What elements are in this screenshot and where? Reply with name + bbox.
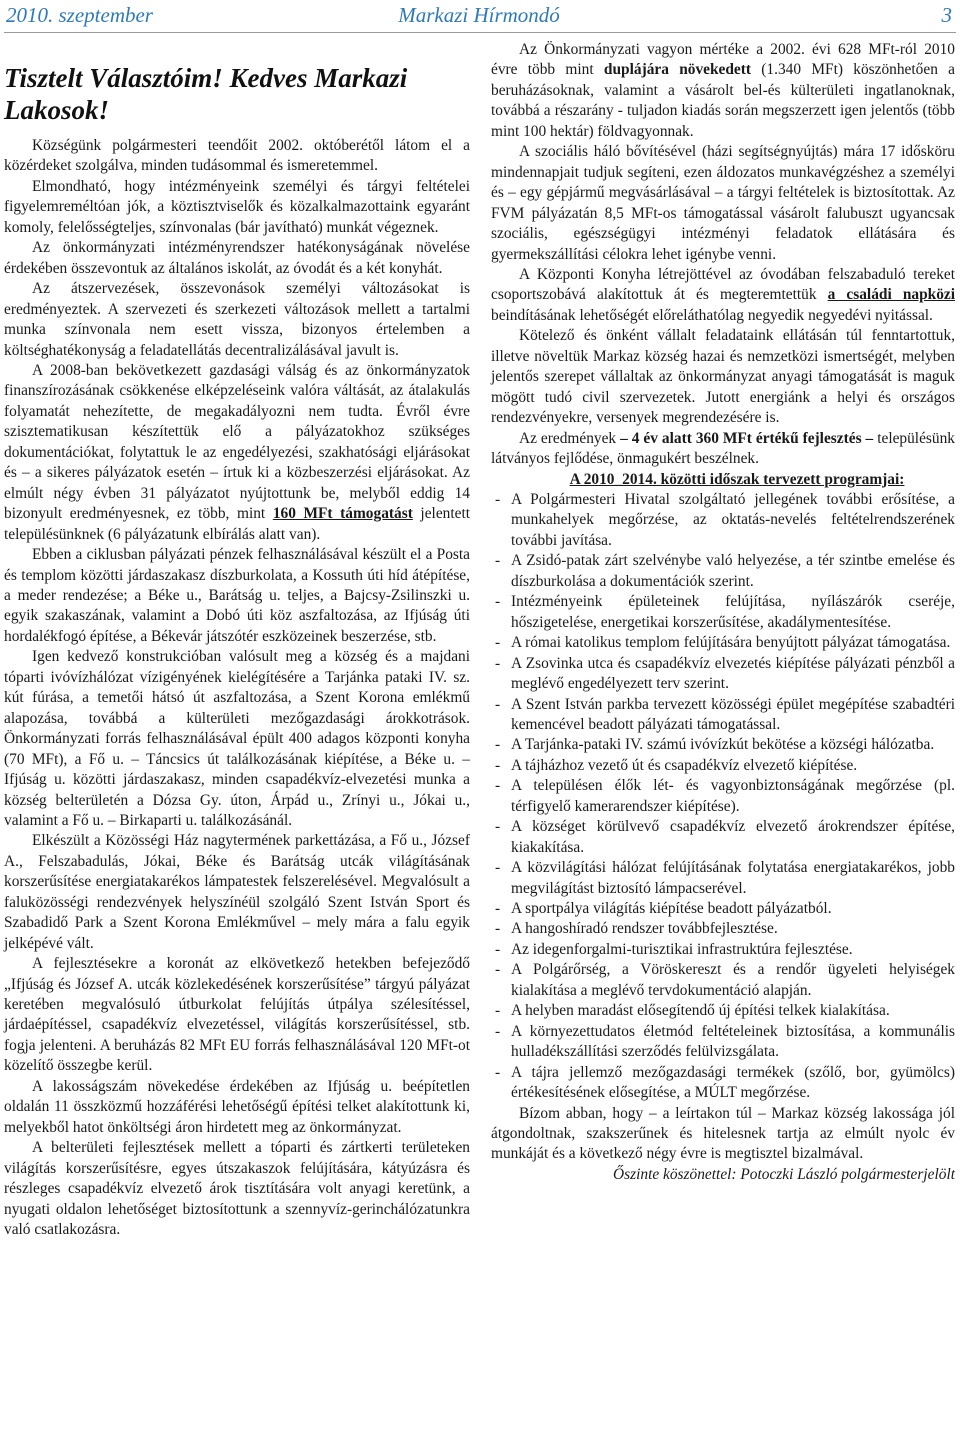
- program-item: - A településen élők lét- és vagyonbiztonságának megőrzése (pl. térfigyelő kamerarendszer kiépítése).: [495, 777, 955, 815]
- text-run: jelentett településünknek (6 pályázatunk elbírálás alatt van).: [4, 505, 471, 543]
- paragraph: Az átszervezések, összevonások személyi változásokat is eredményeztek. A szervezeti és szerkezeti változások mellett a tartalmi munka színvonala nem esett vissza, bizonyos értelemben a költséghatékonyság a feladatellátás decentralizálásával javult is.: [4, 280, 470, 359]
- program-item-text: A Polgármesteri Hivatal szolgáltató jellegének további erősítése, a munkahelyek megőrzése, az oktatás-nevelés feltételrendszerének további javítása.: [511, 490, 955, 549]
- program-list: [491, 490, 955, 1104]
- text-run: Az Önkormányzati vagyon mértéke a 2002. évi 628 MFt-ról 2010 évre több mint: [491, 41, 955, 79]
- program-item-text: A Tarjánka-pataki IV. számú ivóvízkút bekötése a községi hálózatba.: [511, 736, 935, 754]
- program-title: A 2010_2014. közötti időszak tervezett programjai:: [569, 470, 905, 488]
- closing-paragraph: Bízom abban, hogy – a leírtakon túl – Markaz község lakossága jól átgondoltnak, szakszerűnek és hitelesnek tartja az elmúlt nyolc év munkáját és a következő négy évre is megtisztel bizalmával.: [491, 1104, 955, 1163]
- program-item: - A Zsidó-patak zárt szelvénybe való helyezése, a tér szintbe emelése és díszburkolása a dokumentációk szerint.: [495, 552, 955, 590]
- text-run: beindításának lehetőségét előreláthatólag negyedik negyedévi nyitással.: [491, 306, 933, 324]
- paragraph: A lakosságszám növekedése érdekében az Ifjúság u. beépítetlen oldalán 11 összközmű hozzáférési lehetőségű építési telket alakítottunk ki, melyekből hatot önköltségi áron hirdetett meg az önkormányzat.: [4, 1077, 470, 1136]
- program-item-text: A Zsidó-patak zárt szelvénybe való helyezése, a tér szintbe emelése és díszburkolása a dokumentációk szerint.: [511, 552, 955, 590]
- paragraph: Igen kedvező konstrukcióban valósult meg a község és a majdani tóparti ivóvízhálózat vízigényének kielégítésére a Tarjánka pataki IV. sz. kút fúrása, a temetői hátsó út aszfaltozása, a Szent Korona emlékmű alapozása, továbbá a külterületi mezőgazdasági árokkotrások. Önkormányzati forrás felhasználásával épült 400 adagos központi konyha (70 MFt), a Fő u. – Táncsics út találkozásának kiépítése, a Béke u. – Ifjúság u. közötti járdaszakasz, minden csapadékvíz-elvezetési munka a község belterületén a Dózsa Gy. úton, Árpád u., Zrínyi u., Jókai u., valamint a Fő u. – Birkaparti u. találkozásánál.: [4, 648, 470, 829]
- paragraph: Kötelező és önként vállalt feladataink ellátásán túl fenntartottuk, illetve növeltük Markaz község hazai és nemzetközi ismertségét, melyben jelentős szerepet vállaltak az önkormányzat anyagi támogatását is maguk mögött tudó civil szervezetek. Jutott energiánk a helyi és országos rendezvényekre, versenyek megrendezésére is.: [491, 327, 955, 427]
- program-item: - A hangoshíradó rendszer továbbfejlesztése.: [495, 920, 778, 938]
- program-item-text: A helyben maradást elősegítendő új építési telkek kialakítása.: [511, 1002, 890, 1020]
- text-run: A 2008-ban bekövetkezett gazdasági válság és az önkormányzatok finanszírozásának csökkenése elképzeléseink valóra váltását, az átalakulás folyamatát nehezítette, de megakadályozni nem tudta. Évről évre szisztematikusan készítettük elő a pályázatokhoz szükséges dokumentációkat, folytattuk le az engedélyezési, szakhatósági eljárásokat és – a sikeres pályázatok esetén – írtuk ki a közbeszerzési eljárásokat. Az elmúlt négy évben 31 pályázatot nyújtottunk be, melyből eddig 14 bizonyult eredményesnek, ez több, mint: [4, 361, 470, 523]
- program-item-text: A Zsovinka utca és csapadékvíz elvezetés kiépítése pályázati pénzből a meglévő engedélyezett terv szerint.: [511, 654, 955, 693]
- program-item-text: A környezettudatos életmód feltételeinek biztosítása, a kommunális hulladékszállítási szerződés felülvizsgálata.: [511, 1022, 955, 1061]
- right-column: [491, 40, 955, 1185]
- text-run: (1.340 MFt) köszönhetően a beruházásoknak, valamint a vásárolt bel-és külterületi ingatlanoknak, továbbá a részarány - tuljadon kiadás során megszerzett igen jelentős (több mint 100 hektár) földvagyonnak.: [491, 61, 955, 140]
- paragraph: [491, 40, 955, 142]
- daycare-highlight: a családi napközi: [827, 286, 956, 304]
- program-item-text: A községet körülvevő csapadékvíz elvezető árokrendszer építése, kiakakítása.: [511, 818, 955, 856]
- paragraph: A szociális háló bővítésével (házi segítségnyújtás) mára 17 idősköru mindennapjait tudjuk segíteni, ezen áldozatos munkavégzéshez a személyi és – egy gépjármű megvásárlásával – a tárgyi feltételek is biztosítottak. Az FVM pályázatán 8,5 MFt-os támogatással vásárolt falubuszt ugyancsak szociális, egészségügyi intézményi feladatok ellátására és gyermekszállítási célokra lehet igénybe venni.: [491, 143, 955, 263]
- program-item: - A Tarjánka-pataki IV. számú ivóvízkút bekötése a községi hálózatba.: [495, 736, 935, 754]
- paragraph: Az önkormányzati intézményrendszer hatékonyságának növelése érdekében összevontuk az általános iskolát, az óvodát és a két konyhát.: [4, 239, 470, 277]
- program-item: - Intézményeink épületeinek felújítása, nyílászárók cseréje, hőszigetelése, energetikai korszerűsítése, akadálymentesítése.: [495, 593, 955, 631]
- program-item-text: A hangoshíradó rendszer továbbfejlesztése.: [511, 920, 778, 938]
- header-divider: [4, 32, 956, 33]
- paragraph: A belterületi fejlesztések mellett a tóparti és zártkerti területeken világítás korszerűsítésre, egyes útszakaszok felújítására, kátyúzásra és részleges csapadékvíz elvezető árok tisztítására volt anyagi keretünk, a nyugati oldalon lehetőséget biztosítottunk a szennyvíz-gerinchálózatunkra való csatlakozásra.: [4, 1139, 470, 1239]
- program-item: - Az idegenforgalmi-turisztikai infrastruktúra fejlesztése.: [495, 940, 853, 958]
- program-item-text: A római katolikus templom felújítására benyújtott pályázat támogatása.: [511, 634, 951, 652]
- program-item: - A Polgárőrség, a Vöröskereszt és a rendőr ügyeleti helyiségek kialakítása a meglévő tervdokumentáció alapján.: [495, 961, 955, 999]
- program-item: - A Polgármesteri Hivatal szolgáltató jellegének további erősítése, a munkahelyek megőrzése, az oktatás-nevelés feltételrendszerének további javítása.: [495, 490, 955, 549]
- paragraph: Ebben a ciklusban pályázati pénzek felhasználásával készült el a Posta és templom közötti járdaszakasz díszburkolata, a Kossuth úti híd átépítése, a meder rendezése; a Béke u., Barátság u. teljes, a Bajcsy-Zsilinszki u. egyik szakaszának, valamint a Dobó úti köz aszfaltozása, az Ifjúság úti hordalékfogó építése, a Békevár játszótér eszközeinek beszerzése, stb.: [4, 546, 470, 645]
- program-item: - A helyben maradást elősegítendő új építési telkek kialakítása.: [495, 1002, 890, 1020]
- program-item: - A sportpálya világítás kiépítése beadott pályázatból.: [495, 900, 832, 918]
- paragraph: [4, 361, 470, 545]
- paragraph: Községünk polgármesteri teendőit 2002. októberétől látom el a közérdeket szolgálva, minden tudásommal és ismeretemmel.: [4, 137, 470, 175]
- program-item-text: Intézményeink épületeinek felújítása, nyílászárók cseréje, hőszigetelése, energetikai korszerűsítése, akadálymentesítése.: [511, 593, 955, 631]
- newspaper-title: Markazi Hírmondó: [398, 2, 560, 27]
- results-highlight: – 4 év alatt 360 MFt értékű fejlesztés –: [620, 429, 874, 447]
- program-item: - A római katolikus templom felújítására benyújtott pályázat támogatása.: [495, 634, 951, 652]
- bold-highlight: duplájára növekedett: [603, 61, 752, 79]
- article-headline: Tisztelt Választóim! Kedves Markazi Lakosok!: [4, 63, 408, 125]
- left-column: [4, 40, 470, 1240]
- text-run: településünk látványos fejlődése, önmagukért beszélnek.: [491, 429, 955, 468]
- program-item: - A Zsovinka utca és csapadékvíz elvezetés kiépítése pályázati pénzből a meglévő engedélyezett terv szerint.: [495, 654, 955, 693]
- program-item-text: A Polgárőrség, a Vöröskereszt és a rendőr ügyeleti helyiségek kialakítása a meglévő tervdokumentáció alapján.: [511, 961, 955, 999]
- program-item-text: A tájra jellemző mezőgazdasági termékek (szőlő, bor, gyümölcs) értékesítésének elősegítése, a MÚLT megőrzése.: [511, 1063, 955, 1102]
- text-run: Az eredmények: [519, 429, 621, 447]
- paragraph: [491, 429, 955, 470]
- program-item-text: A Szent István parkba tervezett közösségi épület megépítése szabadtéri kemencével beadott pályázati támogatással.: [511, 695, 955, 733]
- program-item: - A közvilágítási hálózat felújításának folytatása energiatakarékos, jobb megvilágítást biztosító lámpacserével.: [495, 859, 955, 897]
- paragraph: A fejlesztésekre a koronát az elkövetkező hetekben befejeződő „Ifjúság és József A. utcák közlekedésének korszerűsítése” tárgyú pályázat keretében megvalósuló útburkolat felújítás útpálya szélesítéssel, járdaépítéssel, csapadékvíz elvezetéssel, világítás korszerűsítéssel, stb. fogja jelenteni. A beruházás 82 MFt EU forrás felhasználásával 120 MFt-ot közelítő összegbe kerül.: [4, 955, 470, 1075]
- page-header: [6, 0, 952, 30]
- program-item-text: A közvilágítási hálózat felújításának folytatása energiatakarékos, jobb megvilágítást biztosító lámpacserével.: [511, 859, 955, 897]
- page-number: 3: [941, 2, 952, 27]
- signature: Őszinte köszönettel: Potoczki László polgármesterjelölt: [613, 1165, 955, 1183]
- funding-highlight: 160 MFt támogatást: [272, 505, 413, 523]
- program-item-text: A sportpálya világítás kiépítése beadott pályázatból.: [511, 900, 832, 918]
- program-item: - A tájházhoz vezető út és csapadékvíz elvezető kiépítése.: [495, 756, 858, 774]
- issue-date: 2010. szeptember: [6, 2, 153, 27]
- text-run: A Központi Konyha létrejöttével az óvodában felszabaduló tereket csoportszobává alakítottuk át és megteremtettük: [491, 265, 955, 304]
- program-item: - A tájra jellemző mezőgazdasági termékek (szőlő, bor, gyümölcs) értékesítésének elősegítése, a MÚLT megőrzése.: [495, 1063, 955, 1102]
- program-item-text: Az idegenforgalmi-turisztikai infrastruktúra fejlesztése.: [511, 940, 853, 958]
- paragraph: Elmondható, hogy intézményeink személyi és tárgyi feltételei figyelemreméltóan jók, a köztisztviselők és közalkalmazottaink egyaránt komoly, felelősségteljes, színvonalas (bár javítható) munkát végeznek.: [4, 177, 470, 236]
- paragraph: [491, 265, 955, 326]
- program-item: - A Szent István parkba tervezett közösségi épület megépítése szabadtéri kemencével beadott pályázati támogatással.: [495, 695, 955, 733]
- paragraph: Elkészült a Közösségi Ház nagytermének parkettázása, a Fő u., József A., Felszabadulás, Jókai, Béke és Barátság utcák világításának korszerűsítése energiatakarékos lámpatestek felszerelésével. Megvalósult a faluközösségi rendezvények helyszínéül szolgáló Szent István Sport és Szabadidő Park a Szent Korona Emlékművel – mely mára a falu egyik jelképévé vált.: [4, 832, 470, 952]
- program-item: - A községet körülvevő csapadékvíz elvezető árokrendszer építése, kiakakítása.: [495, 818, 955, 856]
- program-item-text: A tájházhoz vezető út és csapadékvíz elvezető kiépítése.: [511, 756, 858, 774]
- program-item: - A környezettudatos életmód feltételeinek biztosítása, a kommunális hulladékszállítási szerződés felülvizsgálata.: [495, 1022, 955, 1061]
- program-item-text: A településen élők lét- és vagyonbiztonságának megőrzése (pl. térfigyelő kamerarendszer kiépítése).: [511, 777, 955, 815]
